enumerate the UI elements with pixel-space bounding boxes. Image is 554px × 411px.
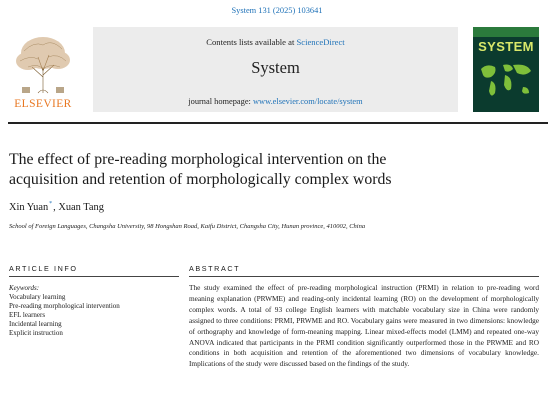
author-name[interactable]: , Xuan Tang <box>53 202 104 213</box>
keyword-item: EFL learners <box>9 311 46 319</box>
sciencedirect-link[interactable]: ScienceDirect <box>296 37 345 47</box>
keyword-item: Pre-reading morphological intervention <box>9 302 120 310</box>
elsevier-logo <box>8 27 78 111</box>
author-affiliation: School of Foreign Languages, Changsha University, 98 Hongshan Road, Kaifu District, Changsha City, Hunan province, 410002, China <box>9 223 366 230</box>
contents-prefix: Contents lists available at <box>206 37 297 47</box>
keyword-item: Incidental learning <box>9 320 62 328</box>
journal-header-box <box>93 27 458 112</box>
publisher-name: ELSEVIER <box>14 98 72 110</box>
abstract-rule <box>189 276 539 277</box>
article-info-rule <box>9 276 179 277</box>
author-name[interactable]: Xin Yuan <box>9 202 49 213</box>
header-rule <box>8 122 548 124</box>
journal-reference-link[interactable]: System 131 (2025) 103641 <box>231 6 323 15</box>
cover-strip <box>473 27 539 37</box>
article-info-heading: ARTICLE INFO <box>9 264 78 273</box>
keyword-item: Explicit instruction <box>9 329 63 337</box>
world-map-icon <box>477 59 535 109</box>
homepage-line <box>93 97 458 106</box>
keyword-item: Vocabulary learning <box>9 293 66 301</box>
abstract-heading: ABSTRACT <box>189 264 241 273</box>
cover-title: SYSTEM <box>478 39 534 54</box>
journal-homepage-link[interactable]: www.elsevier.com/locate/system <box>252 97 363 106</box>
journal-cover-image <box>473 27 539 112</box>
corresponding-author-marker[interactable]: * <box>49 201 53 207</box>
journal-title: System <box>251 58 300 77</box>
author-list <box>9 201 104 213</box>
article-title: The effect of pre-reading morphological intervention on the acquisition and retention of morphologically complex words <box>9 151 392 188</box>
homepage-prefix: journal homepage: <box>188 97 253 106</box>
elsevier-tree-icon <box>8 27 78 111</box>
keywords-label: Keywords: <box>9 284 40 292</box>
abstract-text: The study examined the effect of pre-reading morphological instruction (PRMI) in relation to pre-reading word meaning explanation (PRWME) and reading-only incidental learning (RO) on the development of morphologically complex words. A total of 93 college English learners with matchable vocabulary size in China were randomly assigned to three conditions: PRMI, PRWME and RO. Vocabulary gains were measured in two dimensions: knowledge of orthography and knowledge of form-meaning mapping. Linear mixed-effects model (LMM) and repeated one-way ANOVA indicated that participants in the PRMI condition significantly outperformed those in the PRWME and RO conditions in both acquisition and retention of the aforementioned two dimensions of vocabulary knowledge. Implications of the study were discussed based on the findings of the study. <box>189 283 539 369</box>
contents-line <box>93 37 458 47</box>
